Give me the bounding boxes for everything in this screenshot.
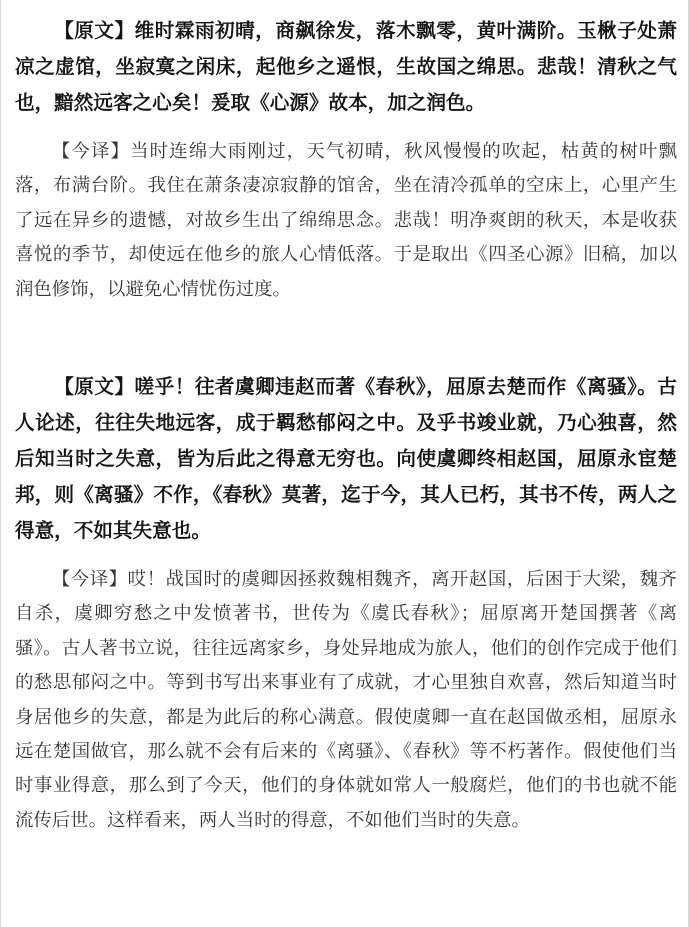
translation-paragraph-2: 【今译】哎！战国时的虞卿因拯救魏相魏齐，离开赵国，后困于大梁，魏齐自杀，虞卿穷愁之中发愤著书，世传为《虞氏春秋》；屈原离开楚国撰著《离骚》。古人著书立说，往往远离家乡，身处异地成为旅人，他们的创作完成于他们的愁思郁闷之中。等到书写出来事业有了成就，才心里独自欢喜，然后知道当时身居他乡的失意，都是为此后的称心满意。假使虞卿一直在赵国做丞相，屈原永远在楚国做官，那么就不会有后来的《离骚》、《春秋》等不朽著作。假使他们当时事业得意，那么到了今天，他们的身体就如常人一般腐烂，他们的书也就不能流传后世。这样看来，两人当时的得意，不如他们当时的失意。 <box>15 569 677 831</box>
original-text-paragraph-2: 【原文】嗟乎！往者虞卿违赵而著《春秋》，屈原去楚而作《离骚》。古人论述，往往失地远客，成于羁愁郁闷之中。及乎书竣业就，乃心独喜，然后知当时之失意，皆为后此之得意无穷也。向使虞卿终相赵国，屈原永宦楚邦，则《离骚》不作，《春秋》莫著，迄于今，其人已朽，其书不传，两人之得意，不如其失意也。 <box>15 375 677 542</box>
original-text-paragraph-1: 【原文】维时霖雨初晴，商飙徐发，落木飘零，黄叶满阶。玉楸子处萧凉之虚馆，坐寂寞之闲床，起他乡之遥恨，生故国之绵思。悲哉！清秋之气也，黯然远客之心矣！爰取《心源》故本，加之润色。 <box>15 19 677 114</box>
translation-paragraph-1: 【今译】当时连绵大雨刚过，天气初晴，秋风慢慢的吹起，枯黄的树叶飘落，布满台阶。我住在萧条凄凉寂静的馆舍，坐在清冷孤单的空床上，心里产生了远在异乡的遗憾，对故乡生出了绵绵思念。悲哉！明净爽朗的秋天，本是收获喜悦的季节，却使远在他乡的旅人心情低落。于是取出《四圣心源》旧稿，加以润色修饰，以避免心情忧伤过度。 <box>15 141 677 300</box>
